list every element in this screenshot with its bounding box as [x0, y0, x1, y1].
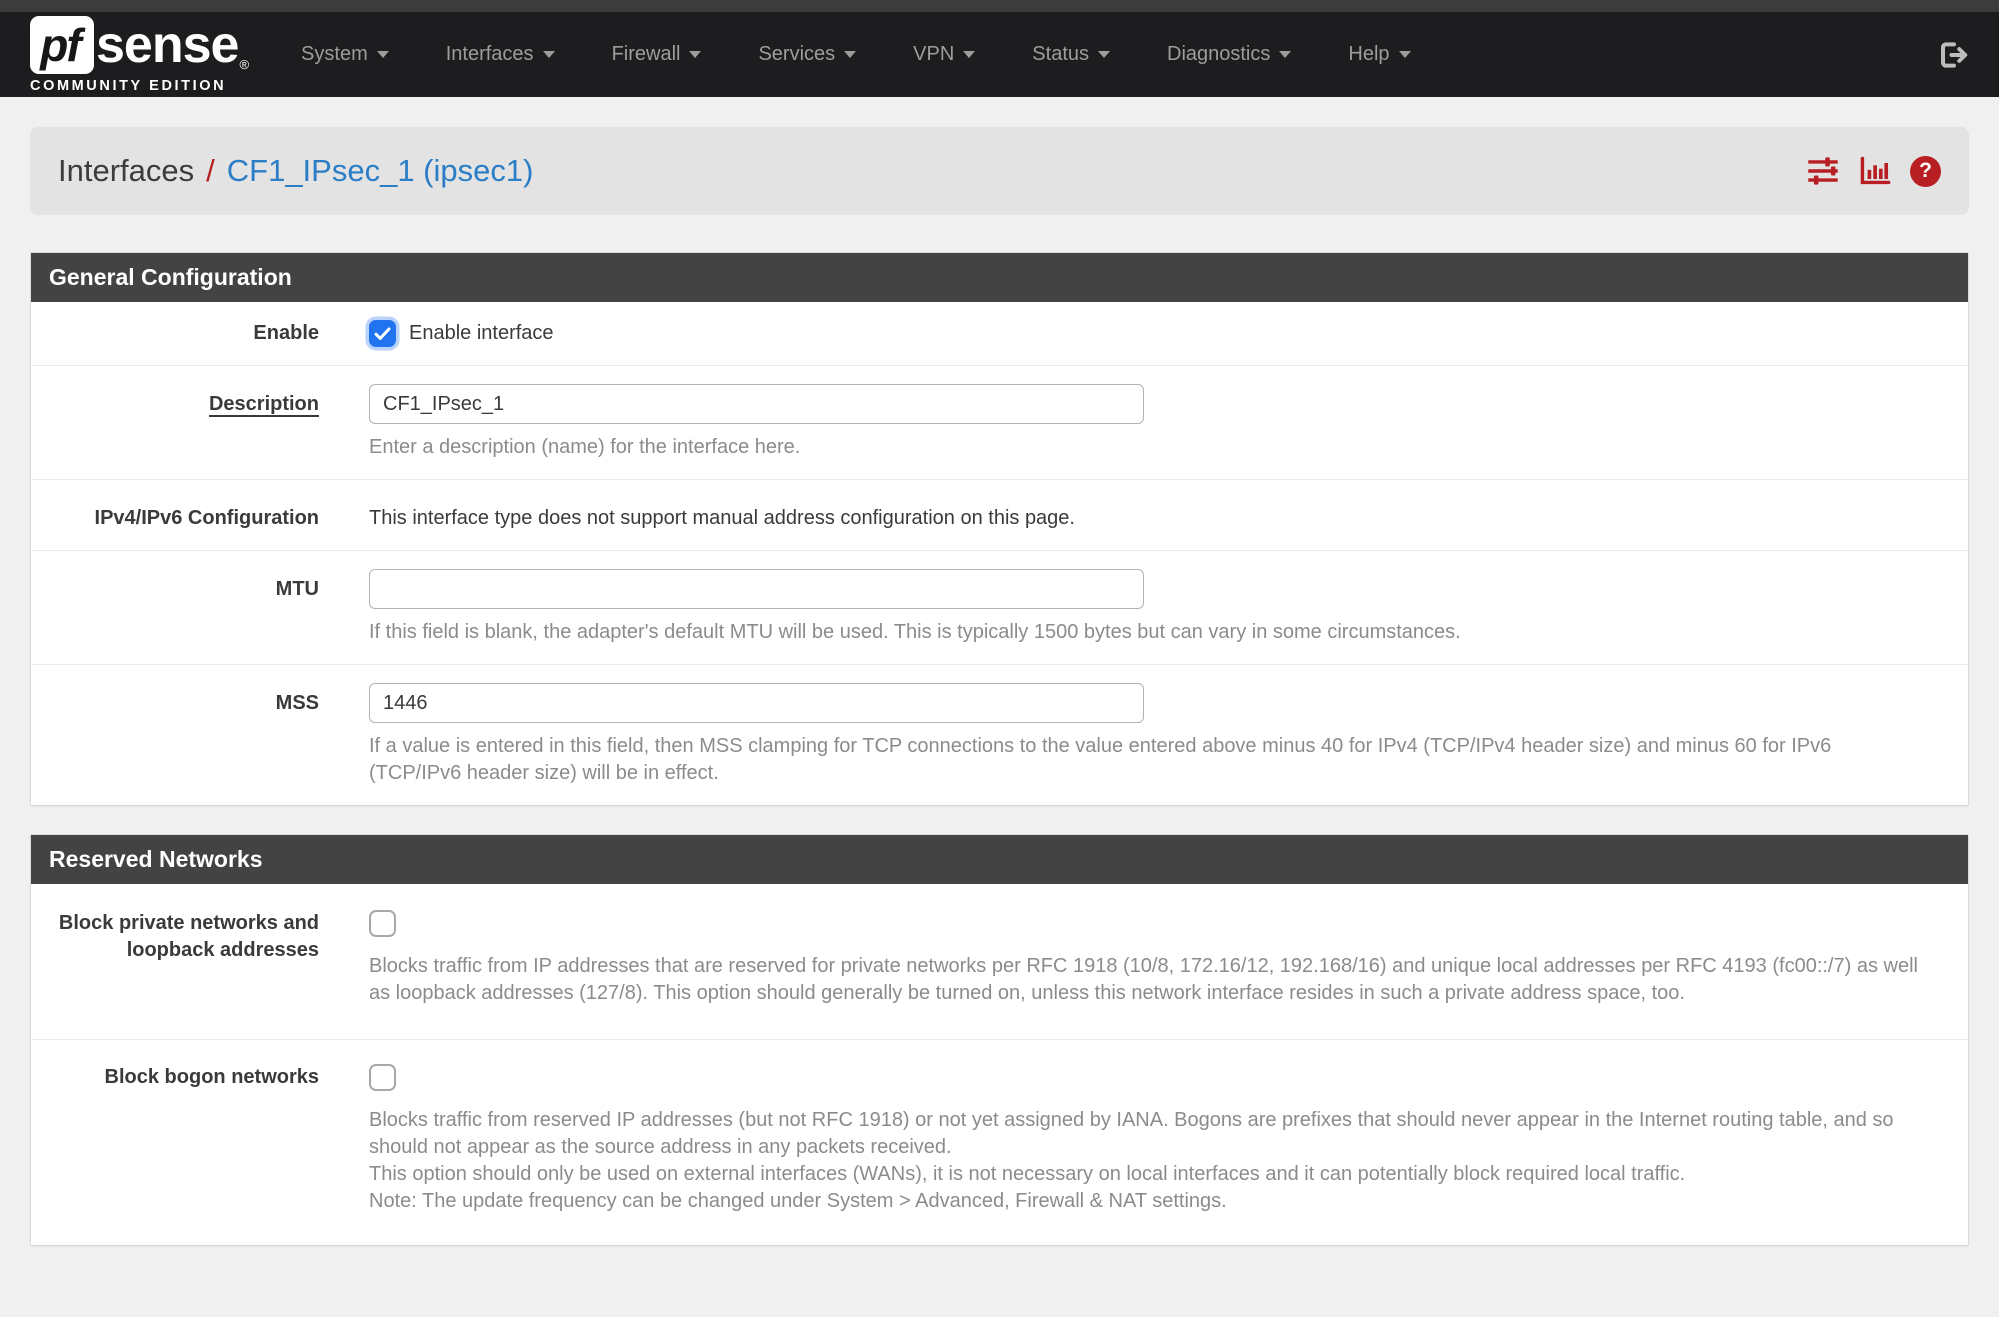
- registered-mark: ®: [239, 56, 250, 72]
- breadcrumb-separator: /: [206, 153, 215, 188]
- mss-help-text: If a value is entered in this field, then MSS clamping for TCP connections to the value entered above minus 40 for IPv4 (TCP/IPv4 header size) and minus 60 for IPv6 (TCP/IPv6 header size) will be in effect.: [369, 735, 1832, 784]
- main-navbar: [0, 12, 1999, 97]
- panel-reserved-networks: [30, 834, 1969, 1246]
- block-private-help-text: Blocks traffic from IP addresses that are reserved for private networks per RFC 1918 (10/8, 172.16/12, 192.168/16) and unique local addresses per RFC 4193 (fc00::/7) as well as loopback addresses (127/8). This option should generally be turned on, unless this network interface resides in such a private address space, too.: [369, 955, 1918, 1004]
- question-glyph: ?: [1919, 159, 1932, 182]
- checkmark-icon: [374, 327, 391, 341]
- description-input[interactable]: [369, 384, 1144, 424]
- nav-item-help[interactable]: [1348, 43, 1410, 66]
- block-bogon-label: Block bogon networks: [104, 1066, 319, 1088]
- form-row-block-private: [31, 884, 1968, 1039]
- block-bogon-help-para-2: This option should only be used on external interfaces (WANs), it is not necessary on local interfaces and it can potentially block required local traffic.: [369, 1163, 1686, 1185]
- nav-item-status[interactable]: [1032, 43, 1110, 66]
- form-row-block-bogon: [31, 1039, 1968, 1245]
- panel-reserved-networks-title: Reserved Networks: [31, 835, 1968, 884]
- breadcrumb: [58, 153, 533, 189]
- form-row-enable: [31, 302, 1968, 365]
- description-help-text: Enter a description (name) for the interface here.: [369, 436, 801, 458]
- chevron-down-icon: [543, 51, 555, 58]
- pfsense-logo[interactable]: [30, 16, 249, 94]
- chevron-down-icon: [844, 51, 856, 58]
- community-edition-label: COMMUNITY EDITION: [30, 77, 227, 94]
- breadcrumb-bar: [30, 127, 1969, 215]
- pfsense-logo-row: [30, 16, 249, 74]
- window-top-strip: [0, 0, 1999, 12]
- block-bogon-checkbox[interactable]: [369, 1064, 396, 1091]
- nav-item-system-label: System: [301, 43, 368, 65]
- nav-item-interfaces[interactable]: [446, 43, 555, 66]
- breadcrumb-section: Interfaces: [58, 153, 195, 188]
- enable-interface-checkbox[interactable]: [369, 320, 396, 347]
- mss-label: MSS: [275, 692, 319, 714]
- block-bogon-help-para-3: Note: The update frequency can be changed under System > Advanced, Firewall & NAT settings.: [369, 1190, 1227, 1212]
- pfsense-logo-pf-box: [30, 16, 94, 74]
- nav-item-status-label: Status: [1032, 43, 1089, 65]
- nav-item-services-label: Services: [758, 43, 836, 65]
- form-row-description: [31, 365, 1968, 479]
- block-bogon-help-text: [369, 1107, 1923, 1215]
- nav-item-diagnostics-label: Diagnostics: [1167, 43, 1271, 65]
- panel-general-configuration: [30, 252, 1969, 806]
- chevron-down-icon: [689, 51, 701, 58]
- form-row-ip-configuration: [31, 479, 1968, 550]
- block-bogon-help-para-1: Blocks traffic from reserved IP addresses (but not RFC 1918) or not yet assigned by IANA. Bogons are prefixes that should never appear in the Internet routing table, and so should not appear as the source address in any packets received.: [369, 1109, 1894, 1158]
- nav-item-help-label: Help: [1348, 43, 1390, 65]
- nav-item-system[interactable]: [301, 43, 389, 66]
- block-private-checkbox[interactable]: [369, 910, 396, 937]
- form-row-mss: [31, 664, 1968, 805]
- pfsense-logo-pf-text: pf: [40, 18, 80, 71]
- nav-item-diagnostics[interactable]: [1167, 43, 1291, 66]
- mss-input[interactable]: [369, 683, 1144, 723]
- sliders-icon[interactable]: [1806, 156, 1840, 186]
- mtu-help-text: If this field is blank, the adapter's default MTU will be used. This is typically 1500 bytes but can vary in some circumstances.: [369, 621, 1461, 643]
- nav-item-vpn-label: VPN: [913, 43, 955, 65]
- breadcrumb-icons: [1806, 156, 1941, 187]
- nav-item-firewall[interactable]: [612, 43, 702, 66]
- pfsense-logo-sense-text: sense: [96, 15, 239, 74]
- mtu-label: MTU: [275, 578, 319, 600]
- chevron-down-icon: [1399, 51, 1411, 58]
- mtu-input[interactable]: [369, 569, 1144, 609]
- nav-item-interfaces-label: Interfaces: [445, 43, 534, 65]
- sign-out-icon[interactable]: [1939, 41, 1969, 69]
- chevron-down-icon: [963, 51, 975, 58]
- block-private-label: Block private networks and loopback addresses: [58, 912, 319, 961]
- form-row-mtu: [31, 550, 1968, 664]
- ip-configuration-label: IPv4/IPv6 Configuration: [94, 507, 319, 529]
- nav-menu: [301, 43, 1410, 66]
- description-label: Description: [208, 393, 319, 415]
- panel-general-configuration-title: General Configuration: [31, 253, 1968, 302]
- nav-item-firewall-label: Firewall: [611, 43, 681, 65]
- chevron-down-icon: [377, 51, 389, 58]
- main-content: [0, 252, 1999, 1246]
- enable-label: Enable: [253, 322, 319, 344]
- ip-configuration-text: This interface type does not support manual address configuration on this page.: [369, 507, 1075, 529]
- breadcrumb-page-link[interactable]: CF1_IPsec_1 (ipsec1): [226, 153, 534, 188]
- enable-interface-checkbox-label: Enable interface: [409, 322, 554, 344]
- bar-chart-icon[interactable]: [1859, 156, 1891, 186]
- nav-item-vpn[interactable]: [913, 43, 975, 66]
- nav-item-services[interactable]: [758, 43, 856, 66]
- question-circle-icon[interactable]: [1910, 156, 1941, 187]
- chevron-down-icon: [1279, 51, 1291, 58]
- chevron-down-icon: [1098, 51, 1110, 58]
